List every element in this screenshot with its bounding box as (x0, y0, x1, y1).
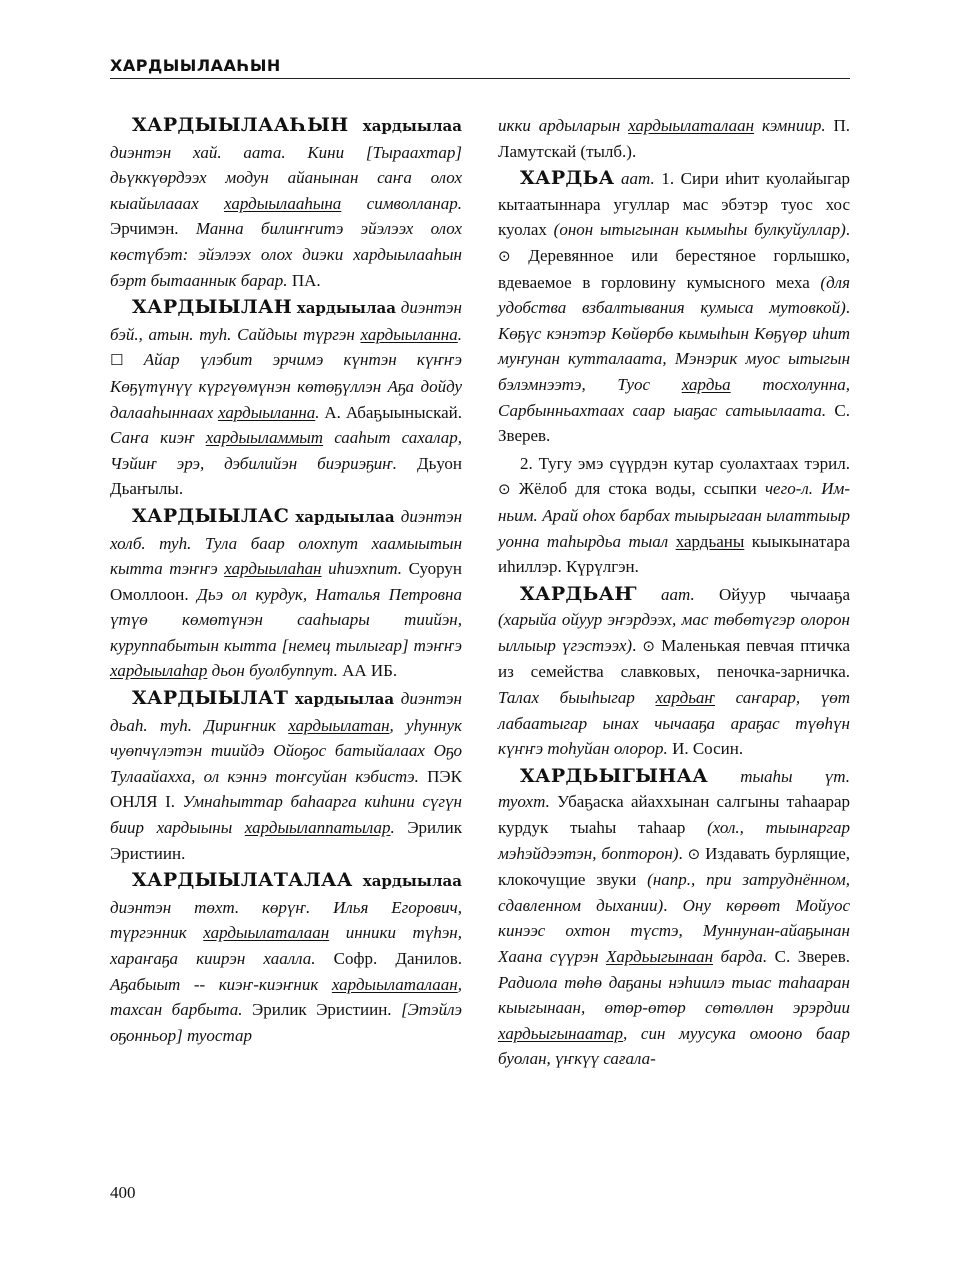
entry-text: саҥарар, үөт лабаатыгар ынах чычааҕа араҕас түөһүн күҥҥэ тоһуйан олорор. (498, 688, 850, 759)
entry-text: Убаҕаска айаххынан салгыны таһаарар курдук тыаһы таһаар (498, 792, 850, 838)
entry-text: (хол., тыынаргар мэһэйдээтэн, бопторон) (498, 818, 850, 863)
example-keyword: хардыылааһынa (224, 193, 342, 213)
entry-derivation-base: хардыылаа (295, 507, 395, 526)
example-keyword: хардыылаппатылар (244, 818, 391, 838)
entry-text: Жёлоб для стока воды, ссыпки (510, 479, 765, 499)
entry-text: инники түһэн, хараҥаҕа киирэн хаалла. (110, 923, 462, 968)
example-keyword: хардыыланна (360, 324, 458, 344)
example-keyword: Хардьыгынаан (606, 947, 714, 966)
entry-text: Күрүлгэн. (565, 557, 639, 577)
example-keyword: хардыылаталаан (331, 974, 458, 994)
example-keyword: хардьыгынаатар (498, 1023, 624, 1043)
entry-headword: ХАРДЫЫЛААҺЫН (132, 114, 349, 136)
entry-text: , тахсан барбыта. (110, 974, 462, 1020)
entry-derivation-base: хардыылаа (294, 690, 395, 709)
dictionary-entry (110, 295, 462, 502)
entry-text: И. Сосин. (672, 739, 744, 759)
entry-text: Көҕүс кэнэтэр Көйөрбө кымыһын Көҕүөр иһит муҥунан кутталаата, Мэнэрик муос ытыгын бэлэмнээтэ, Туос (498, 323, 850, 394)
entry-derivation-base: хардыылаа (362, 872, 462, 891)
entry-text: сааһыт сахалар, Чэйиҥ эрэ, дэбилийэн биэриэҕиҥ. (110, 428, 462, 473)
entry-text: Умнаһыттар баһаарга киһини сүгүн биир хардыыны (110, 792, 462, 838)
entry-text: (напр., при затруднённом, сдавленном дыхании) (498, 870, 850, 915)
left-column (110, 113, 462, 1050)
entry-text: , уһуннук чуөпчүлэтэн тиийдэ Ойоҕос батыйалаах Оҕо Тулаайахха, ол кэннэ тоҥсуйан кэбистэ. (110, 715, 462, 786)
entry-text: . (845, 220, 850, 240)
entry-text: аат. (636, 584, 695, 604)
entry-text: . (678, 843, 688, 863)
entry-text: икки ардыларын (498, 116, 629, 135)
entry-text: символланар. (341, 193, 462, 213)
example-keyword: хардыыламмыт (205, 428, 324, 448)
entry-text: Саҥа киэҥ (110, 428, 206, 448)
section-marker: ⊙ (687, 844, 701, 863)
example-keyword: хардыылаталаан (628, 116, 755, 135)
section-marker: ⊙ (498, 246, 511, 265)
entry-text: . (845, 298, 850, 318)
entry-derivation-base: хардыылаа (296, 299, 396, 318)
entry-text: АА ИБ. (342, 661, 398, 681)
entry-text: 1. Сири иһит куолайыгар кытаатыннара угуллар мас эбэтэр туос хос куолах (498, 169, 850, 240)
example-keyword: хардыылаһар (110, 661, 208, 681)
entry-text: Ойуур чычааҕа (694, 584, 851, 604)
entry-text: [Этэйлэ оҕонньор] туостар (110, 1000, 462, 1045)
example-keyword: хардыылаталаан (203, 923, 330, 943)
example-keyword: хардыылаһан (224, 559, 322, 579)
entry-text: . (390, 818, 408, 838)
entry-text: Радиола төһө даҕаны нэһиилэ тыас таһааран кыыгынаан, өтөр-өтөр сөтөллөн эрэрдии (498, 972, 850, 1018)
entry-text: (онон ытыгынан кымыһы булкуйуллар) (553, 220, 846, 240)
entry-headword: ХАРДЬА (520, 167, 615, 190)
dictionary-entry (110, 113, 462, 293)
dictionary-entry (498, 764, 850, 1072)
entry-text: Дьэ ол курдук, Наталья Петровна үтүө көмөтүнэн сааһыары тиийэн, куруппабытын кытта [немец тылыгар] тэҥҥэ (110, 584, 462, 655)
example-keyword: хардьаҥ (655, 688, 716, 708)
entry-headword: ХАРДЫЫЛАС (132, 504, 290, 527)
entry-text: диэнтэн дьаһ. туһ. Дириҥник (110, 689, 462, 735)
entry-headword: ХАРДЫЫЛАН (132, 296, 292, 319)
entry-text: диэнтэн бэй., атын. туһ. Сайдыы түргэн (110, 298, 462, 344)
entry-text: Суорун Омоллоон. (110, 559, 462, 604)
dictionary-entry (110, 868, 462, 1048)
example-keyword: хардыылатан (288, 715, 390, 735)
example-keyword: хардьаны (675, 531, 745, 551)
entry-text: (для удобства взбалтывания кумыса мутовкой) (498, 272, 850, 318)
entry-text: барда. (713, 947, 775, 966)
dictionary-entry (498, 451, 850, 580)
entry-derivation-base: хардыылаа (362, 117, 462, 135)
entry-text: А. Абаҕыыныскай. (324, 402, 462, 422)
entry-headword: ХАРДЫЫЛАТАЛАА (132, 869, 353, 892)
entry-text: Эрилик Эристиин. (110, 818, 462, 863)
entry-text: диэнтэн холб. туһ. Тула баар олохпут хаамыытын кытта тэҥҥэ (110, 506, 463, 579)
entry-text: Манна билиҥҥитэ эйэлээх олох көстүбэт: эйэлээх олох диэки хардыылааһын бэрт бытааннык барар. (110, 219, 462, 290)
entry-text: Ону көрөөт Мойуос кинээс охтон түстэ, Муннунан-айаҕынан Хаана сүүрэн (498, 895, 850, 966)
entry-text: Эрилик Эристиин. (252, 1000, 392, 1020)
entry-text: , син муусука омооно баар буолан, үҥкүү сағала- (498, 1023, 850, 1069)
entry-headword: ХАРДЫЫЛАТ (132, 687, 289, 710)
entry-text: чего-л. Им-ньим. Арай оһох барбах тыырыгаан ылаттыыр уонна таһырдьа тыал (498, 479, 850, 551)
dictionary-entry (498, 582, 850, 762)
entry-text: Эрчимэн. (110, 219, 179, 239)
entry-text: тыаһы үт. туохт. (498, 766, 850, 812)
entry-text: . (315, 402, 325, 422)
entry-text: иһиэхпит. (321, 559, 409, 579)
entry-text: Аҕабыыт -- киэҥ-киэҥник (110, 974, 332, 994)
entry-headword: ХАРДЬАҤ (520, 582, 637, 605)
entry-text: С. Зверев. (774, 947, 851, 966)
entry-text: дьон буолбуппут. (207, 661, 343, 681)
entry-headword: ХАРДЬЫГЫНАА (520, 764, 709, 787)
entry-text: кэмнииp. (754, 116, 834, 135)
running-head: ХАРДЫЫЛААҺЫН (110, 56, 850, 79)
section-marker: ☐ (110, 351, 124, 370)
dictionary-entry (110, 504, 462, 684)
section-marker: ⊙ (642, 636, 655, 655)
entry-text: Софр. Данилов. (333, 949, 463, 968)
entry-text: С. Зверев. (498, 400, 850, 446)
entry-text: аат. (614, 169, 655, 189)
example-keyword: хардыыланна (218, 402, 316, 422)
entry-text: кыыкынатара иһиллэр. (498, 531, 850, 577)
entry-text: . (632, 635, 643, 655)
entry-text: 2. Тугу эмэ сүүрдэн кутар суолахтаах тэрил. (520, 453, 850, 473)
entry-text: тосхолунна, Сарбынньахтаах саар ыаҕас сатыылаата. (498, 374, 850, 420)
entry-text: Талах быыһыгар (498, 688, 656, 708)
dictionary-entry (498, 113, 850, 164)
entry-text: Деревянное или берестяное горлышко, вдеваемое в горловину кумысного меха (498, 245, 850, 292)
entry-text: ПА. (291, 270, 321, 290)
entry-text: . (663, 895, 683, 915)
entry-text: диэнтэн хай. аата. Кини [Тыраахтар] дьүккүөрдээх модун айанынан саҥа олох кыайылааах (110, 142, 462, 213)
entry-text: Айар үлэбит эрчимэ күнтэн күҥҥэ Көҕүтүнүү күргүөмүнэн көтөҕүллэн Аҕа дойду далааһыннаах (110, 350, 462, 422)
right-column (498, 113, 850, 1074)
example-keyword: хардьа (681, 374, 731, 394)
entry-text: Издавать бурлящие, клокочущие звуки (498, 843, 850, 890)
entry-text: Дьуон Дьаҥылы. (110, 453, 462, 499)
entry-text: диэнтэн төхт. көрүҥ. Илья Егорович, түргэнник (110, 897, 462, 943)
entry-text: (харыйа ойуур эҥэрдээх, мас төбөтүгэр олорон ыллыыр үгэстээх) (498, 610, 850, 655)
entry-text: Маленькая певчая птичка из семейства славковых, пеночка-зарничка. (498, 635, 851, 682)
page-number: 400 (110, 1183, 136, 1202)
entry-text: . (457, 324, 462, 344)
entry-text: П. Ламутскай (тылб.). (498, 116, 850, 161)
entry-text: ПЭК ОНЛЯ І. (110, 766, 462, 812)
section-marker: ⊙ (498, 480, 511, 499)
dictionary-entry (498, 166, 850, 449)
dictionary-entry (110, 686, 462, 866)
